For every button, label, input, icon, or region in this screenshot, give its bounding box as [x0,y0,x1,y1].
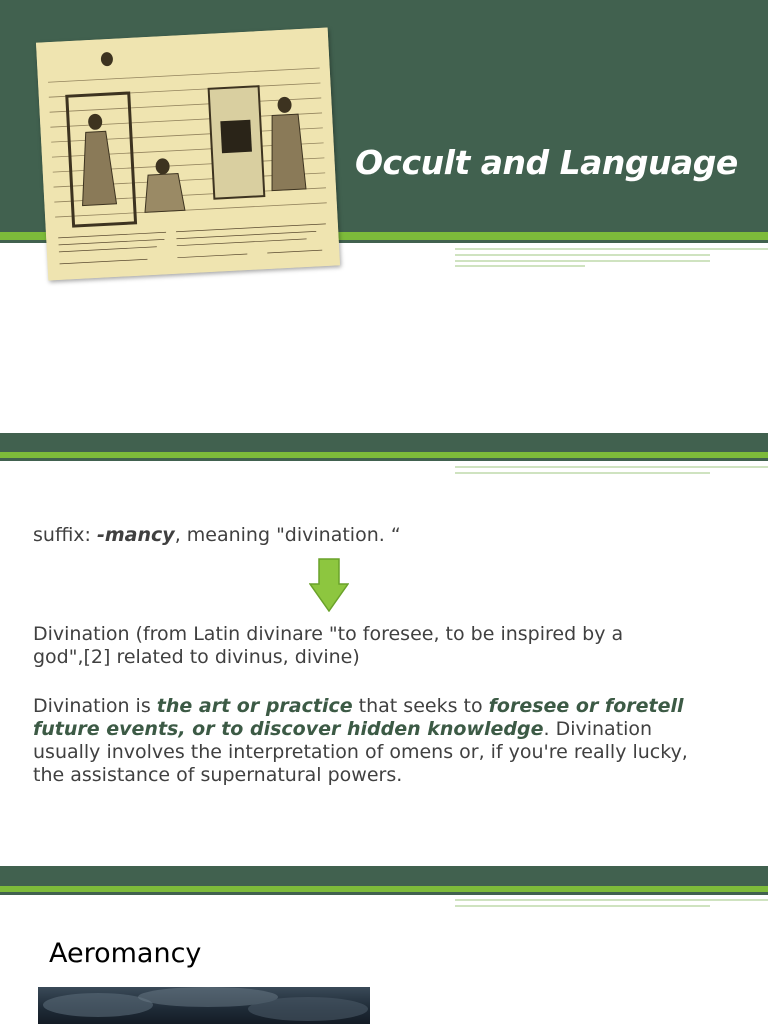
decorative-line [455,260,710,262]
section-band [0,433,768,452]
decorative-line [455,466,768,468]
slide-title: Occult and Language [355,143,738,182]
decorative-line [455,254,710,256]
decorative-line [455,248,768,250]
section-band [0,866,768,886]
dark-stripe [0,458,768,461]
decorative-line [455,265,585,267]
cloudy-sky-photo-icon [38,987,370,1024]
section-heading: Aeromancy [49,938,202,969]
etymology-text: Divination (from Latin divinare "to foresee, to be inspired by a god",[2] related to divinus, divine) [33,623,624,668]
definition-text: Divination is the art or practice that seeks to foresee or foretell future events, or to discover hidden knowledge. Divination usually involves the interpretation of omens or, if you're really lucky, the assistance of supernatural powers. [33,695,688,786]
dark-stripe [0,892,768,895]
decorative-line [455,899,768,901]
decorative-line [455,472,710,474]
suffix-text: suffix: -mancy, meaning "divination. “ [33,524,401,546]
decorative-line [455,905,710,907]
down-arrow-icon [309,558,349,612]
engraving-illustration-icon [36,28,340,281]
